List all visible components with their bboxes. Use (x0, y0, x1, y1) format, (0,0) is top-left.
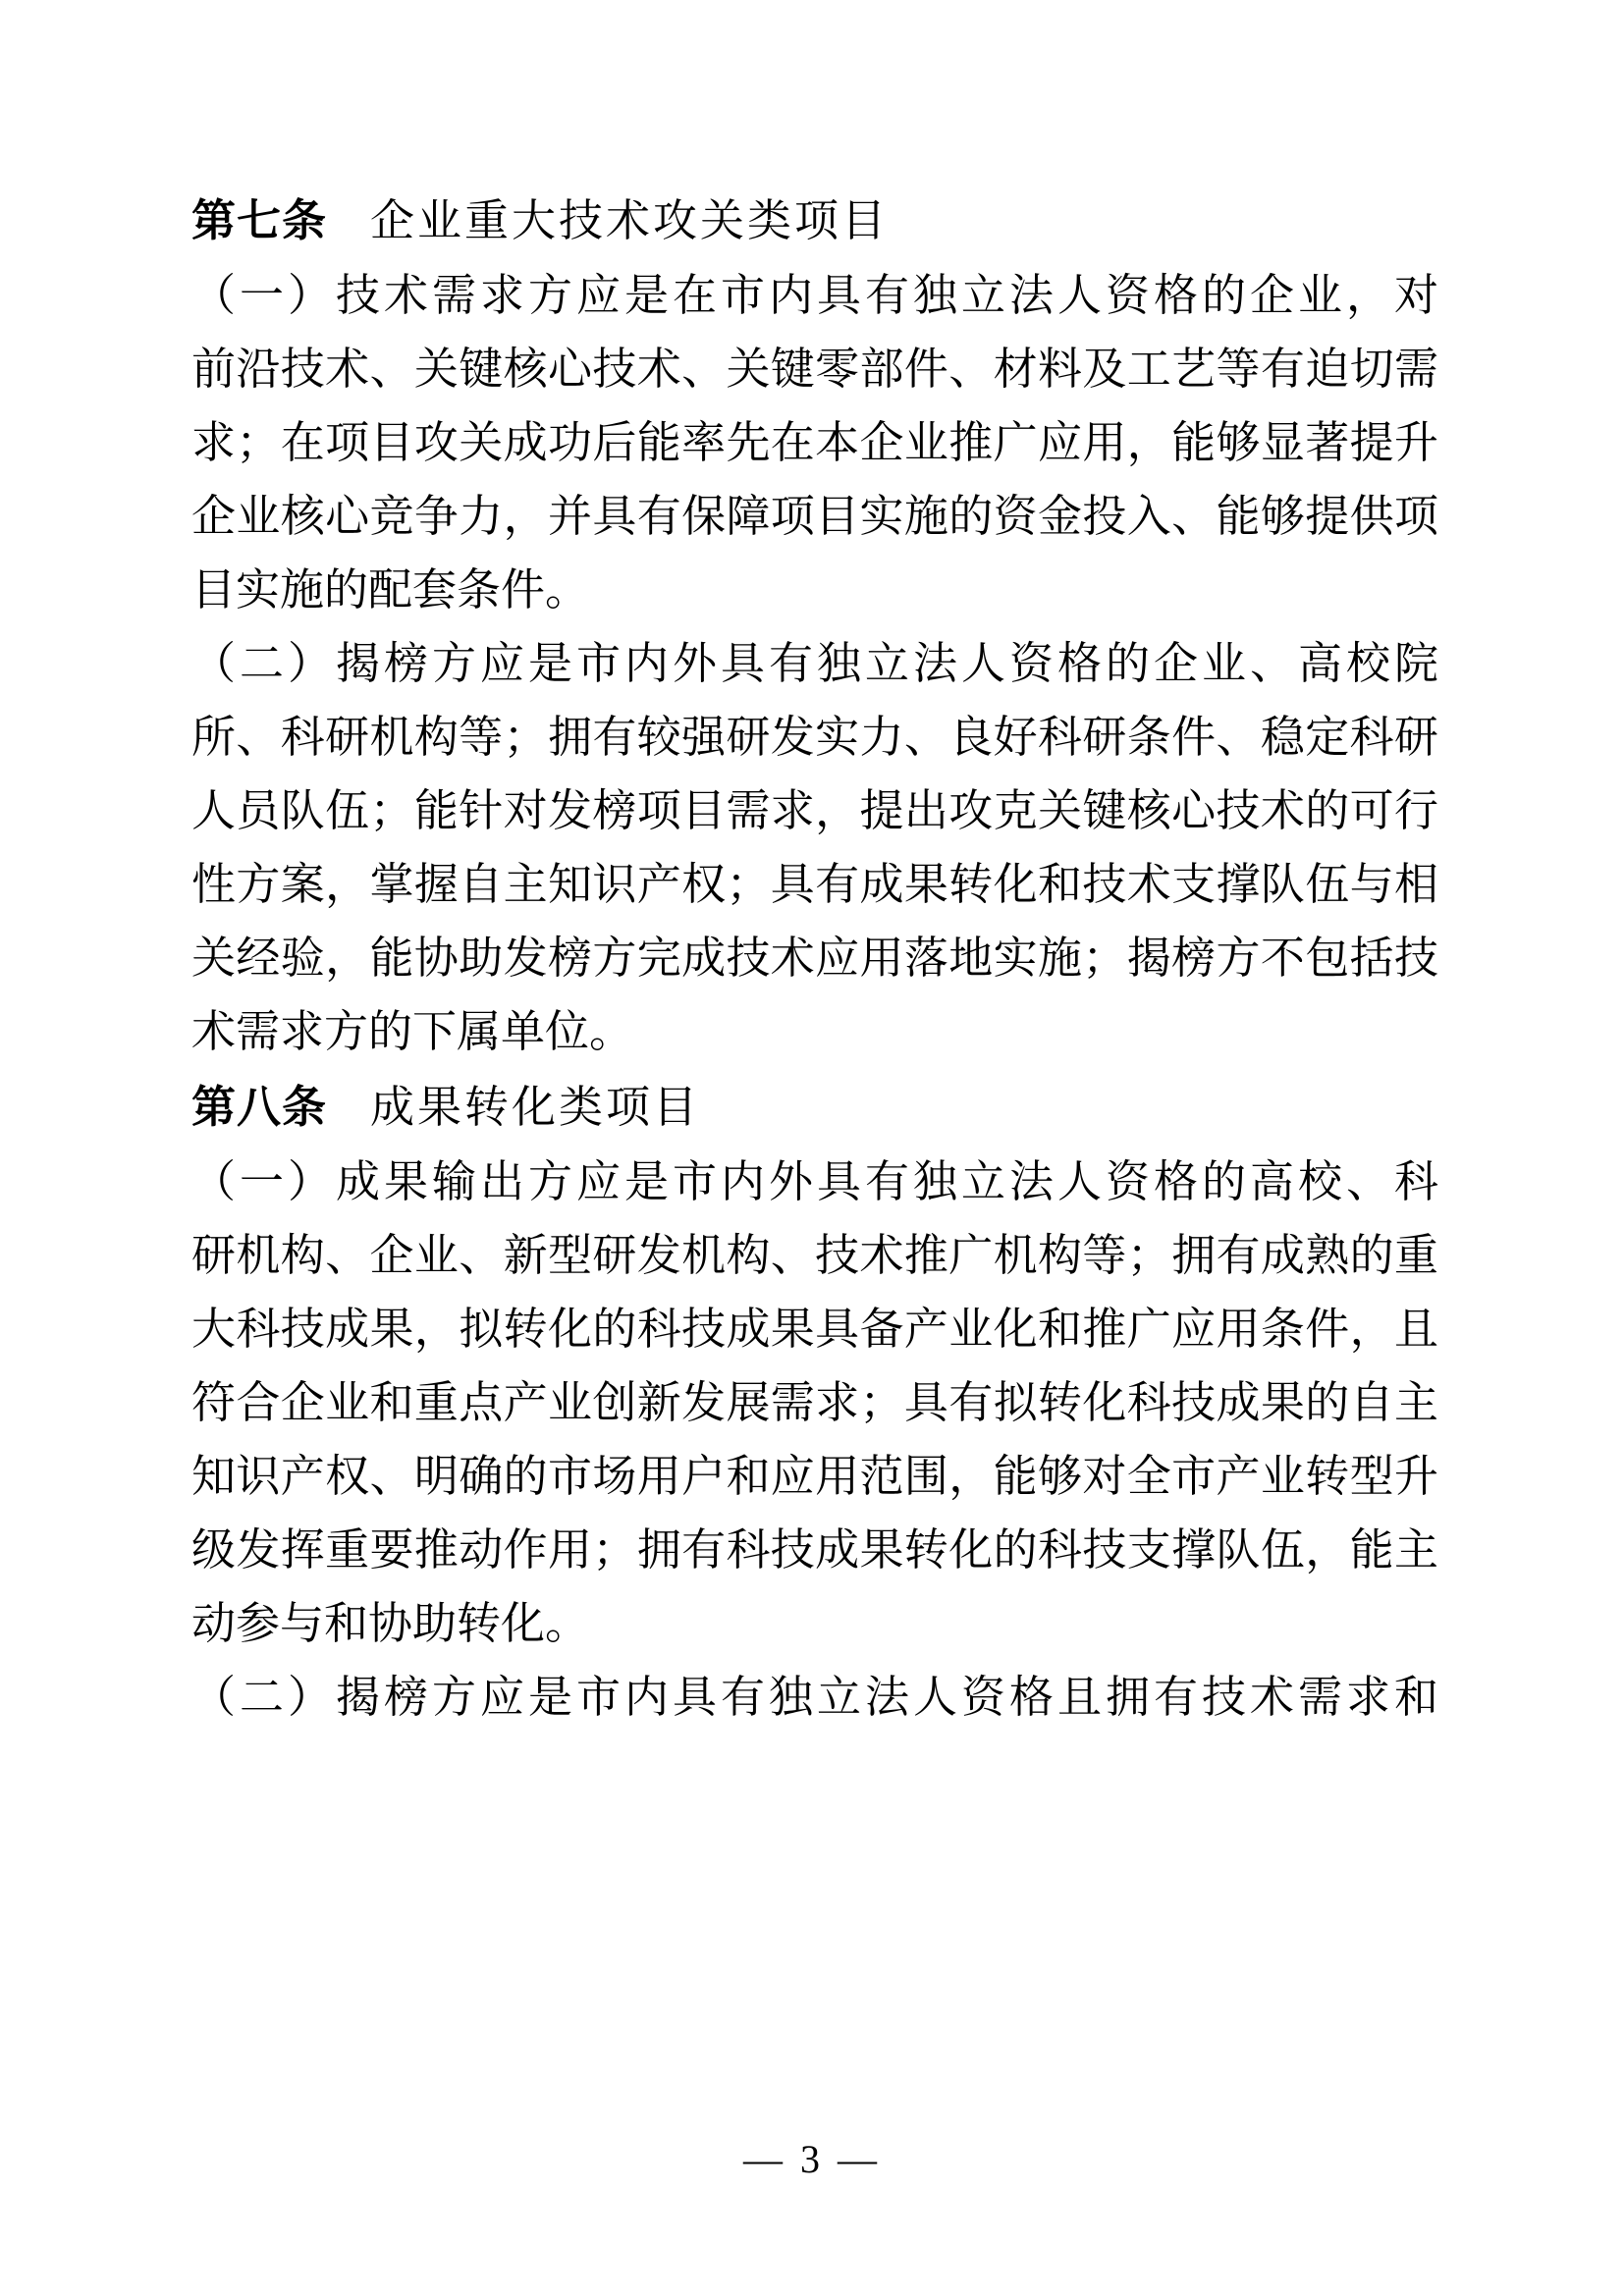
paragraph-line: 目实施的配套条件。 (191, 565, 590, 614)
paragraph-line: 所、科研机构等；拥有较强研发实力、良好科研条件、稳定科研 (191, 713, 1438, 762)
paragraph-line: 动参与和协助转化。 (191, 1599, 590, 1648)
article-7-item-2 (191, 627, 1438, 1069)
paragraph-line: 术需求方的下属单位。 (191, 1007, 634, 1056)
paragraph-line: 研机构、企业、新型研发机构、技术推广机构等；拥有成熟的重 (191, 1231, 1438, 1280)
article-heading-8 (191, 1069, 1438, 1146)
article-number-7: 第七条 (191, 195, 328, 245)
article-title-8: 成果转化类项目 (370, 1083, 701, 1132)
article-heading-7 (191, 183, 1438, 259)
paragraph-line: 性方案，掌握自主知识产权；具有成果转化和技术支撑队伍与相 (191, 860, 1438, 909)
paragraph-line: 大科技成果，拟转化的科技成果具备产业化和推广应用条件，且 (191, 1305, 1438, 1354)
paragraph-line: （二）揭榜方应是市内具有独立法人资格且拥有技术需求和 (191, 1673, 1438, 1722)
paragraph-line: 前沿技术、关键核心技术、关键零部件、材料及工艺等有迫切需 (191, 345, 1438, 394)
paragraph-line: （一）技术需求方应是在市内具有独立法人资格的企业，对 (191, 271, 1438, 320)
article-8-item-1 (191, 1146, 1438, 1661)
page-number: — 3 — (743, 2137, 881, 2181)
page-content (191, 183, 1438, 1735)
paragraph-line: 企业核心竞争力，并具有保障项目实施的资金投入、能够提供项 (191, 492, 1438, 541)
paragraph-line: 关经验，能协助发榜方完成技术应用落地实施；揭榜方不包括技 (191, 934, 1438, 983)
paragraph-line: 符合企业和重点产业创新发展需求；具有拟转化科技成果的自主 (191, 1378, 1438, 1427)
article-number-8: 第八条 (191, 1082, 328, 1132)
paragraph-line: 求；在项目攻关成功后能率先在本企业推广应用，能够显著提升 (191, 418, 1438, 467)
article-8-item-2 (191, 1661, 1438, 1735)
paragraph-line: 知识产权、明确的市场用户和应用范围，能够对全市产业转型升 (191, 1452, 1438, 1501)
paragraph-line: 级发挥重要推动作用；拥有科技成果转化的科技支撑队伍，能主 (191, 1525, 1438, 1575)
paragraph-line: 人员队伍；能针对发榜项目需求，提出攻克关键核心技术的可行 (191, 786, 1438, 835)
paragraph-line: （二）揭榜方应是市内外具有独立法人资格的企业、高校院 (191, 639, 1438, 688)
paragraph-line: （一）成果输出方应是市内外具有独立法人资格的高校、科 (191, 1157, 1438, 1206)
article-7-item-1 (191, 259, 1438, 627)
article-title-7: 企业重大技术攻关类项目 (370, 196, 890, 245)
